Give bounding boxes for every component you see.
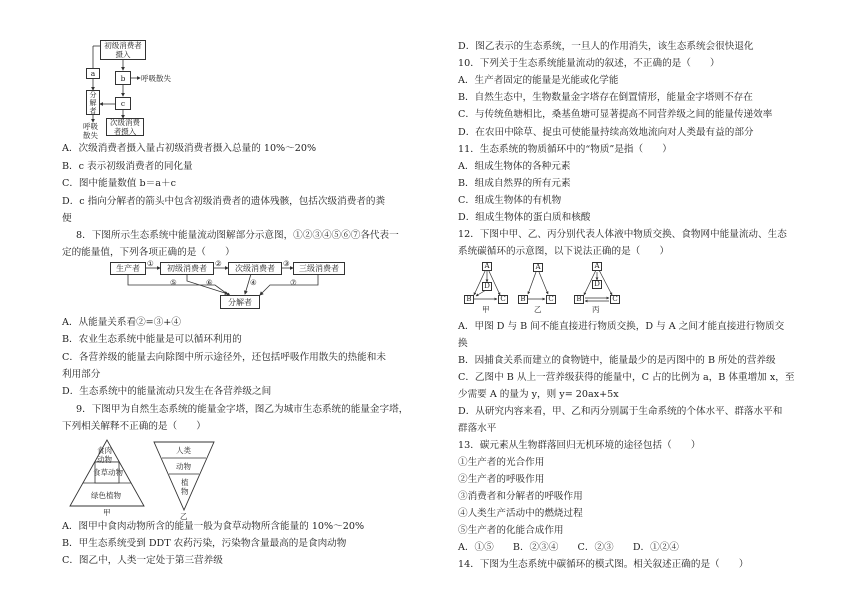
bing-node-a: A: [592, 262, 602, 271]
yi-node-a: A: [533, 263, 543, 272]
figure-jia-label: 甲: [103, 508, 111, 517]
jia-node-b: B: [464, 295, 474, 304]
secondary-consumer-box: 次级消费者: [228, 262, 282, 275]
q8-option-b: B．农业生态系统中能量是可以循环利用的: [62, 334, 242, 345]
q12-option-d: D．从研究内容来看，甲、乙和丙分别属于生命系统的个体水平、群落水平和: [458, 406, 783, 417]
yi-node-b: B: [518, 295, 528, 304]
box-a: a: [86, 68, 100, 79]
label-yi: 乙: [534, 305, 542, 314]
q7-option-c: C．图中能量数值 b＝a＋c: [62, 178, 176, 189]
q7-option-d: D．c 指向分解者的箭头中包含初级消费者的遗体残骸，包括次级消费者的粪: [62, 196, 386, 207]
herbivore-label: 食草动物: [93, 468, 123, 477]
q8-option-d: D．生态系统中的能量流动只发生在各营养级之间: [62, 386, 272, 397]
q10-option-d: D．在农田中除草、捉虫可使能量持续高效地流向对人类最有益的部分: [458, 127, 754, 138]
box-c: c: [115, 97, 131, 110]
q12-stem: 12．下图中甲、乙、丙分别代表人体液中物质交换、食物网中能量流动、生态: [458, 229, 787, 240]
q7-option-b: B．c 表示初级消费者的同化量: [62, 161, 193, 172]
jia-node-c: C: [498, 295, 508, 304]
q13-item-2: ②生产者的呼吸作用: [458, 474, 545, 485]
jia-node-a: A: [482, 262, 492, 271]
decomposer-box-q8: 分解者: [220, 295, 260, 309]
q10-option-c: C．与传统鱼塘相比，桑基鱼塘可显著提高不同营养级之间的能量传递效率: [458, 109, 773, 120]
producer-box: 生产者: [110, 262, 146, 275]
q10-option-a: A．生产者固定的能量是光能或化学能: [458, 75, 619, 86]
q9-stem-cont: 下列相关解释不正确的是（ ）: [62, 421, 206, 432]
arrow-7: ⑦: [290, 278, 297, 287]
q13-stem: 13．碳元素从生物群落回归无机环境的途径包括（ ）: [458, 440, 701, 451]
jia-node-d: D: [482, 282, 492, 291]
q13-options: A．①⑤ B．②③④ C．②③ D．①②④: [458, 542, 679, 553]
respiration-loss-label: 呼吸散失: [141, 74, 171, 83]
secondary-consumer-intake-box: 次级消费 者摄入: [106, 118, 144, 136]
q10-option-b: B．自然生态中，生物数量金字塔存在倒置情形，能量金字塔则不存在: [458, 92, 753, 103]
q12-option-c-cont: 少需要 A 的量为 y，则 y= 20ax+5x: [458, 389, 619, 400]
yi-node-c: C: [546, 295, 556, 304]
q12-stem-cont: 系统碳循环的示意图，以下说法正确的是（ ）: [458, 246, 670, 257]
q12-option-c: C．乙图中 B 从上一营养级获得的能量中，C 占的比例为 a，B 体重增加 x，至: [458, 372, 795, 383]
q8-stem-cont: 定的能量值，下列各项正确的是（ ）: [62, 247, 235, 258]
figure-yi-label: 乙: [180, 512, 188, 521]
right-column: [430, 0, 860, 607]
q12-option-a: A．甲图 D 与 B 间不能直接进行物质交换，D 与 A 之间才能直接进行物质交: [458, 321, 785, 332]
q11-option-c: C．组成生物体的有机物: [458, 195, 562, 206]
arrow-2: ②: [215, 259, 222, 268]
energy-pyramid-figure: [62, 436, 262, 521]
box-b: b: [115, 71, 131, 85]
arrow-4: ④: [250, 278, 257, 287]
q13-item-3: ③消费者和分解者的呼吸作用: [458, 491, 583, 502]
primary-consumer-box: 初级消费者: [160, 262, 214, 275]
label-jia: 甲: [482, 305, 490, 314]
arrow-5: ⑤: [170, 278, 177, 287]
q8-option-a: A．从能量关系看②=③+④: [62, 317, 181, 328]
decomposer-box: 分 解 者: [86, 90, 100, 115]
q13-item-1: ①生产者的光合作用: [458, 457, 545, 468]
tertiary-consumer-box: 三级消费者: [293, 262, 345, 275]
plant-label: 植 物: [181, 478, 189, 496]
arrow-3: ③: [283, 259, 290, 268]
arrow-1: ①: [147, 259, 154, 268]
q9-option-d: D．图乙表示的生态系统，一旦人的作用消失，该生态系统会很快退化: [458, 41, 754, 52]
pyramid-shapes: [62, 436, 262, 518]
q11-option-d: D．组成生物体的蛋白质和核酸: [458, 212, 591, 223]
q7-option-d-cont: 便: [62, 213, 72, 224]
energy-flow-diagram-q7: [78, 38, 188, 140]
energy-flow-diagram-q8: [110, 261, 345, 311]
human-label: 人类: [176, 446, 191, 455]
q12-option-d-cont: 群落水平: [458, 423, 497, 434]
q13-item-4: ④人类生产活动中的燃烧过程: [458, 508, 583, 519]
q9-stem: 9．下图甲为自然生态系统的能量金字塔，图乙为城市生态系统的能量金字塔，: [76, 404, 409, 415]
q11-option-b: B．组成自然界的所有元素: [458, 178, 571, 189]
q12-option-a-cont: 换: [458, 338, 468, 349]
green-plant-label: 绿色植物: [91, 491, 121, 500]
bing-node-c: C: [610, 295, 620, 304]
q8-option-c-cont: 利用部分: [62, 369, 101, 380]
label-bing: 丙: [592, 305, 600, 314]
bing-node-b: B: [574, 295, 584, 304]
exchange-diagrams-q12: [464, 262, 634, 314]
arrow-6: ⑥: [206, 278, 213, 287]
q9-option-a: A．图甲中食肉动物所含的能量一般为食草动物所含能量的 10%～20%: [62, 521, 365, 532]
primary-consumer-intake-box: 初级消费者 摄入: [100, 40, 146, 60]
bing-node-d: D: [592, 280, 602, 289]
q10-stem: 10．下列关于生态系统能量流动的叙述，不正确的是（ ）: [458, 58, 720, 69]
q8-stem: 8．下图所示生态系统中能量流动图解部分示意图，①②③④⑤⑥⑦各代表一: [76, 230, 399, 241]
animal-label: 动物: [176, 462, 191, 471]
respiration-loss-label-2: 呼吸 散失: [83, 122, 98, 140]
q9-option-c: C．图乙中，人类一定处于第三营养级: [62, 555, 223, 566]
q13-item-5: ⑤生产者的化能合成作用: [458, 525, 564, 536]
carnivore-label: 食肉 动物: [97, 446, 112, 464]
q9-option-b: B．甲生态系统受到 DDT 农药污染，污染物含量最高的是食肉动物: [62, 538, 347, 549]
q8-option-c: C．各营养级的能量去向除图中所示途径外，还包括呼吸作用散失的热能和未: [62, 352, 386, 363]
q12-option-b: B．因捕食关系而建立的食物链中，能量最少的是丙图中的 B 所处的营养级: [458, 355, 776, 366]
q11-option-a: A．组成生物体的各种元素: [458, 161, 571, 172]
q7-option-a: A．次级消费者摄入量占初级消费者摄入总量的 10%～20%: [62, 143, 317, 154]
q11-stem: 11．生态系统的物质循环中的“物质”是指（ ）: [458, 144, 672, 155]
q14-stem: 14．下图为生态系统中碳循环的模式图。相关叙述正确的是（ ）: [458, 559, 749, 570]
